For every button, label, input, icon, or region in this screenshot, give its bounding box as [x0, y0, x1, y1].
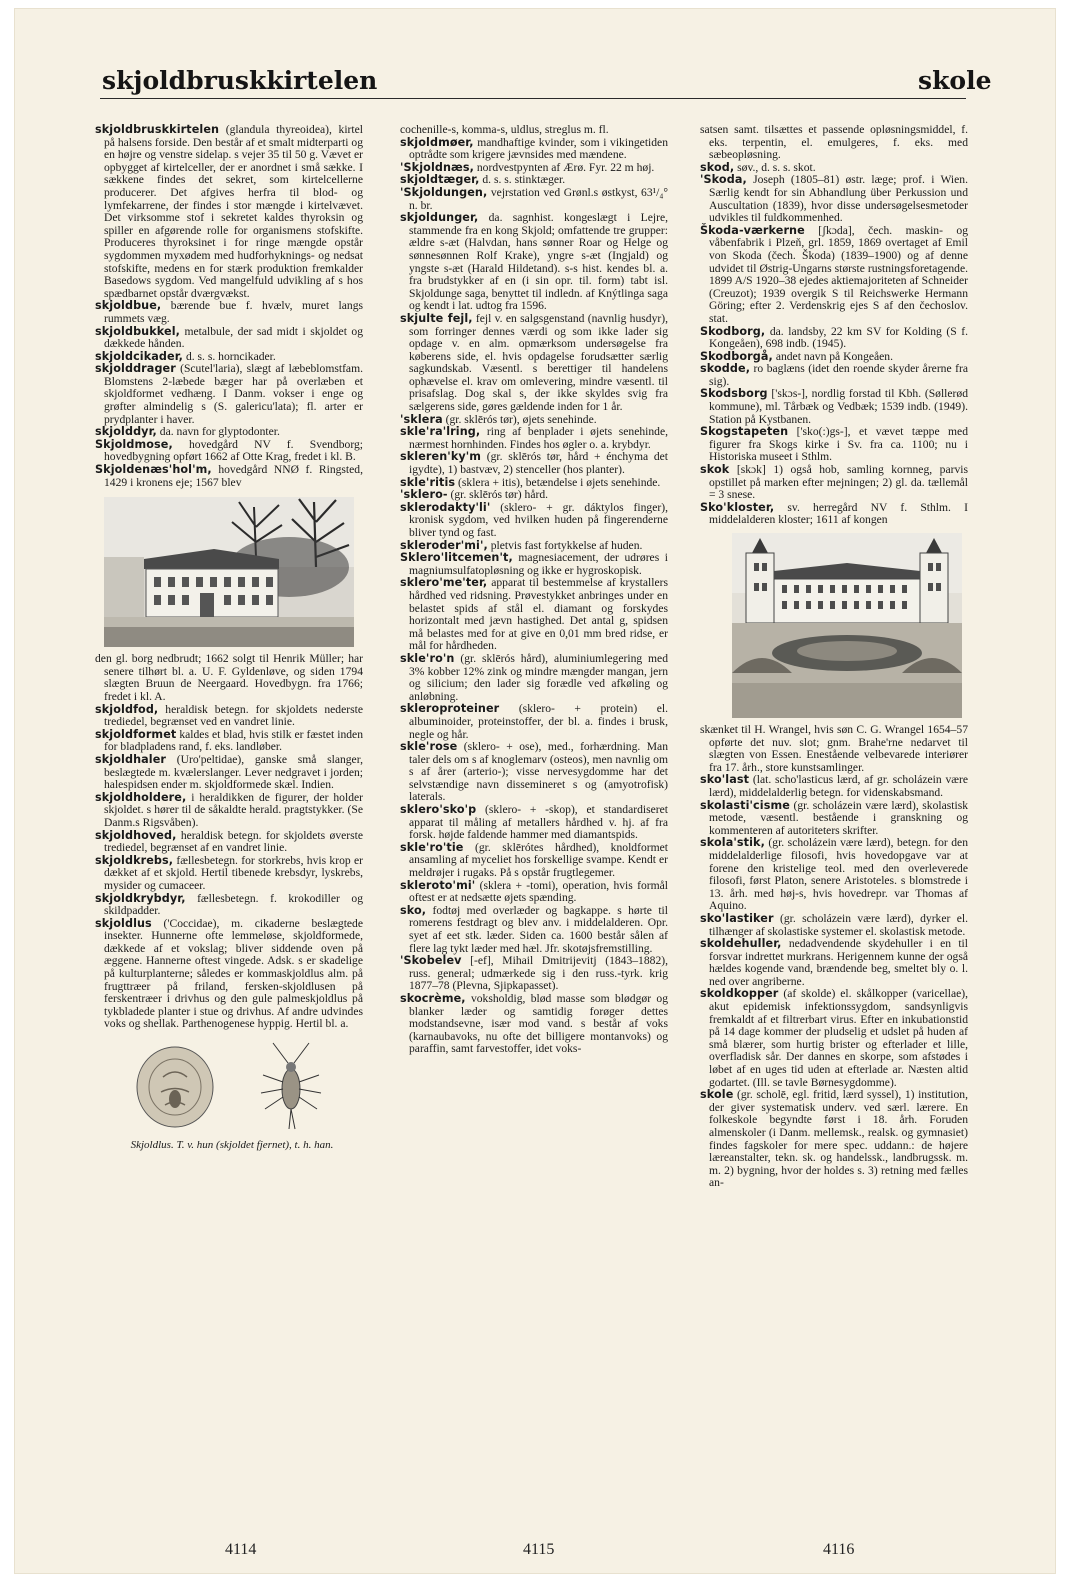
dictionary-entry [95, 363, 363, 426]
entry-text: sv. herregård NV f. Sthlm. I middelalderen kloster; 1611 af kongen [709, 500, 968, 527]
entry-text: voksholdig, blød masse som blødgør og blanker læder og samtidig forøger dettes modstandsevne, især mod vand. s består af voks (karnaubavoks, nu ofte det billigere montanvoks) og paraffin, samt farvestoffer, idet voks- [409, 991, 668, 1056]
entry-text: (sklera + itis), betændelse i øjets senehinde. [455, 475, 661, 489]
dictionary-entry [95, 792, 363, 830]
entry-text: fejl v. en salgsgenstand (navnlig husdyr), som forringer dennes værdi og som ikke lader sig opdage v. en alm. opmærksom undersøgelse fra køberens side, el. hvis opdagelse forudsætter særlig sagkundskab. Væsentl. s berettiger til handelens ophævelse el. krav om omlevering, mindre væsentl. til prisafslag. Dog skal s, der ikke skyldes svig fra sælgerens side, gøres gældende inden for 1 år. [409, 311, 668, 414]
dictionary-entry [400, 842, 668, 880]
entry-text: da. sagnhist. kongeslægt i Lejre, stammende fra en kong Skjold; omfattende tre grupper: ældre s-æt (Halvdan, hans sønner Roar og Helge og sønnesønnen Rolf Krake), yngre s-æt (Ingjald) og yngste s-æt (Harald Hildetand). s-s hist. kendes bl. a. fra brudstykker af en (i sin opr. til. form) tabt isl. Skjoldunge saga, benyttet til indledn. af Knýtlinga saga og kendt i lat. udtog fra 1596. [409, 211, 668, 313]
dictionary-entry [700, 837, 968, 913]
dictionary-entry [95, 653, 363, 703]
skjoldenaesholm-photo [104, 497, 354, 647]
entry-text: metalbule, der sad midt i skjoldet og dækkede hånden. [104, 324, 363, 351]
entry-headword: skola'stik, [700, 836, 765, 850]
skokloster-photo [722, 533, 972, 718]
entry-headword: skjulte fejl, [400, 311, 473, 325]
page-number-left: 4114 [225, 1541, 257, 1558]
entry-headword: 'Skjoldnæs, [400, 160, 474, 174]
entry-text: den gl. borg nedbrudt; 1662 solgt til Henrik Müller; har senere tilhørt bl. a. U. F. Gyldenløve, og siden 1794 slægten Bruun de Neergaard. Hovedbygn. fra 1766; fredet i kl. A. [95, 652, 363, 703]
entry-text: (Uro'peltidae), ganske små slanger, beslægtede m. kvælerslanger. Lever nedgravet i jorden; halespidsen ender m. skjoldformede skæl. Indien. [104, 752, 363, 792]
entry-text: ro baglæns (idet den roende skyder årerne fra sig). [709, 362, 968, 388]
entry-headword: 'Skjoldungen, [400, 185, 488, 199]
dictionary-entry [95, 300, 363, 325]
entry-headword: skjoldformet [95, 727, 177, 741]
running-head-left: skjoldbruskkirtelen [102, 66, 378, 95]
dictionary-entry [95, 326, 363, 351]
entry-text: (Scutel'laria), slægt af læbeblomstfam. Blomstens 2-læbede bæger har på overlæben et skjoldformet vedhæng. I Danm. vokser i enge og grøfter almindelig s (S. galericu'lata); fl. arter er prydplanter i haver. [104, 362, 363, 426]
entry-text: fællesbetegn. for storkrebs, hvis krop er dækket af et skjold. Hertil tibenede krebsdyr, lyskrebs, mysider og cumaceer. [104, 853, 363, 892]
entry-text: (gr. sklērós tør, hård + énchyma det igydte), 1) bastvæv, 2) stenceller (hos planter). [409, 450, 668, 477]
entry-headword: skjoldkrybdyr, [95, 891, 186, 905]
entry-headword: skole [700, 1088, 734, 1102]
entry-headword: skjoldunger, [400, 211, 479, 225]
dictionary-entry [95, 855, 363, 893]
entry-headword: Škoda-værkerne [700, 223, 805, 237]
entry-headword: skjoldholdere, [95, 790, 187, 804]
dictionary-entry [95, 439, 363, 464]
column-1 [95, 124, 363, 1151]
entry-headword: skjoldhaler [95, 752, 167, 766]
entry-headword: skjoldbue, [95, 299, 162, 313]
entry-headword: skjolddyr, [95, 425, 157, 439]
entry-headword: sklero'sko'p [400, 803, 477, 817]
entry-headword: skjoldlus [95, 916, 152, 930]
dictionary-entry [400, 993, 668, 1056]
dictionary-entry [700, 426, 968, 464]
dictionary-entry [700, 363, 968, 388]
dictionary-entry [700, 464, 968, 502]
column-3 [700, 124, 968, 1190]
entry-text: [skɔk] 1) også hob, samling kornneg, parvis opstillet på marken efter mejningen; 2) gl. da. tællemål = 3 snese. [709, 463, 968, 502]
dictionary-entry [400, 552, 668, 577]
entry-headword: skleroproteiner [400, 702, 500, 716]
dictionary-entry [400, 880, 668, 905]
entry-text: (gr. sklērós tør), øjets senehinde. [442, 412, 597, 426]
entry-text: apparat til bestemmelse af krystallers hårdhed ved ridsning. Prøvestykket anbringes under en belastet spids af stål el. diamant og forskydes horizontalt med jævn hastighed. Det antal g, spidsen må belastes med for at give en 0,01 mm bred ridse, er mål for hårdheden. [409, 576, 668, 653]
dictionary-entry [400, 741, 668, 804]
entry-text: bærende bue f. hvælv, muret langs rummets væg. [104, 299, 363, 325]
dictionary-entry [700, 724, 968, 774]
entry-text: fællesbetegn. f. krokodiller og skildpadder. [104, 891, 363, 918]
entry-headword: skjolddrager [95, 362, 176, 376]
running-head-right: skole [918, 66, 992, 95]
entry-text: (gr. sklērós hård), aluminiumlegering med 3% kobber 12% zink og mindre mængder mangan, jern og silicium; den lader sig forædle ved afkøling og anløbning. [409, 651, 668, 703]
entry-text: (sklero- + gr. dáktylos finger), kronisk sygdom, ved hvilken huden på fingerenderne bliver tynd og fast. [409, 500, 668, 539]
entry-headword: skle'ro'tie [400, 840, 464, 854]
entry-headword: Skodborgå, [700, 349, 773, 363]
entry-headword: skjoldmøer, [400, 135, 474, 149]
entry-text: ring af benplader i øjets senehinde, nærmest hornhinden. Findes hos øgler o. a. krybdyr. [409, 425, 668, 451]
entry-text: heraldisk betegn. for skjoldets nederste trediedel, begrænset ved en vandret linie. [104, 702, 363, 729]
dictionary-entry [400, 955, 668, 993]
column-1-entries-top [95, 124, 363, 489]
entry-headword: 'Skobelev [400, 954, 462, 968]
dictionary-entry [95, 464, 363, 489]
entry-headword: skolasti'cisme [700, 798, 790, 812]
dictionary-entry [700, 326, 968, 351]
dictionary-entry [400, 187, 668, 212]
entry-text: magnesiacement, der udrøres i magniumsulfatopløsning og ikke er hygroskopisk. [409, 551, 668, 577]
dictionary-entry [95, 918, 363, 1031]
entry-text: cochenille-s, komma-s, uldlus, streglus m. fl. [400, 123, 609, 136]
entry-headword: sko'lastiker [700, 911, 774, 925]
page-number-right: 4116 [823, 1541, 855, 1558]
entry-headword: Sklero'litcemen't, [400, 551, 513, 565]
entry-text: satsen samt. tilsættes et passende opløsningsmiddel, f. eks. terpentin, el. emulgeres, f. eks. med sæbeopløsning. [700, 123, 968, 162]
dictionary-entry [700, 225, 968, 326]
entry-headword: skoldkopper [700, 987, 779, 1001]
entry-text: (gr. sklērótes hårdhed), knoldformet ansamling af myceliet hos forskellige svampe. Kendt er meldrøjer i rugaks. På s opstår frugtlegemer. [409, 840, 668, 880]
entry-headword: skle'ra'lring, [400, 425, 481, 439]
entry-text: hovedgård NV f. Svendborg; hovedbygning opført 1662 af Otte Krag, fredet i kl. B. [104, 437, 363, 464]
dictionary-entry [400, 451, 668, 476]
header-rule [100, 98, 966, 99]
entry-headword: Skodborg, [700, 324, 766, 338]
entry-text: [ʃkɔda], čech. maskin- og våbenfabrik i Plzeň, grl. 1859, 1869 overtaget af Emil von Skoda (čech. Škoda) (1839–1900) og af denne udvidet til Østrig-Ungarns største rustningsforetagende. 1899 A/S 1920–38 ejedes aktiemajoriteten af Schneider (Creuzot); 1939 overgik S til Reichswerke Hermann Göring; efter 2. Verdenskrig ejes S af den čechoslov. stat. [709, 223, 968, 325]
entry-headword: sklerodakty'li' [400, 500, 491, 514]
dictionary-entry [700, 124, 968, 162]
entry-headword: Skjoldenæs'hol'm, [95, 463, 212, 477]
entry-headword: Skodsborg [700, 387, 768, 401]
dictionary-entry [95, 893, 363, 918]
entry-text: i heraldikken de figurer, der holder skjoldet. s hører til de såkaldte herald. pragtstykker. (Se Danm.s Rigsvåben). [104, 790, 363, 829]
dictionary-entry [400, 905, 668, 955]
entry-text: ['skɔs-], nordlig forstad til Kbh. (Søllerød kommune), ml. Tårbæk og Vedbæk; 1539 indb. (1949). Station på Kystbanen. [709, 387, 968, 426]
entry-headword: sklero'me'ter, [400, 576, 488, 590]
entry-text: skænket til H. Wrangel, hvis søn C. G. Wrangel 1654–57 opførte det nuv. slot; gnm. Brahe'rne nedarvet til slægten von Essen. Enestående velbevarede interiører fra 17. årh., store kunstsamlinger. [700, 723, 968, 774]
entry-headword: skok [700, 463, 730, 477]
dictionary-entry [700, 174, 968, 224]
dictionary-entry [700, 988, 968, 1089]
entry-text: (gr. scholázein være lærd), dyrker el. tilhænger af skolastiske systemer el. skolastisk metode. [709, 911, 968, 938]
entry-headword: skle'ritis [400, 475, 456, 489]
dictionary-entry [700, 938, 968, 988]
dictionary-entry [400, 703, 668, 741]
dictionary-entry [400, 212, 668, 313]
column-2-entries [400, 124, 668, 1056]
entry-text: nordvestpynten af Ærø. Fyr. 22 m høj. [473, 160, 655, 174]
entry-headword: sko, [400, 903, 427, 917]
entry-headword: skjoldfod, [95, 702, 159, 716]
dictionary-entry [700, 1089, 968, 1190]
entry-headword: 'sklera [400, 412, 443, 426]
figure-caption: Skjoldlus. T. v. hun (skjoldet fjernet), t. h. han. [130, 1139, 334, 1152]
entry-headword: skleren'ky'm [400, 450, 482, 464]
dictionary-entry [95, 754, 363, 792]
entry-text: Joseph (1805–81) østr. læge; prof. i Wien. Særlig kendt for sin Abhandlung über Perkussion und Auscultation (1839), hvor disse undersøgelsesmetoder udvikles til fuldkommenhed. [709, 173, 968, 225]
entry-text: (glandula thyreoidea), kirtel på halsens forside. Den består af et smalt midterparti og en højre og venstre sidelap. s vejer 35 til 50 g. Vævet er opbygget af kirtelceller, der er anordnet i små sække. I sækkene findes det sekret, som kirtelcellerne producerer. Det afgives herfra til blod- og lymfekarrene, der findes i stor mængde i kirtelvævet. Det virksomme stof i sekretet kaldes thyroksin og spiller en afgørende rolle for organismens stofskifte. Produceres thyroksinet i for ringe mængde opstår sygdommen myxødem med hudforhyknings- og nedsat stofskifte, medens en for stærk produktion fremkalder Basedows sygdom. Ved mangelfuld udvikling af s hos spædbarnet opstår dværgvækst. [104, 123, 363, 300]
entry-headword: skjoldhoved, [95, 828, 177, 842]
entry-text: pletvis fast fortykkelse af huden. [487, 538, 643, 552]
dictionary-entry [95, 704, 363, 729]
entry-headword: skodde, [700, 362, 751, 376]
entry-headword: skoldehuller, [700, 937, 782, 951]
entry-text: [-ef], Mihail Dmitrijevitj (1843–1882), russ. general; udmærkede sig i den russ.-tyrk. krig 1877–78 (Plevna, Sjipkapasset). [409, 954, 668, 993]
entry-headword: skjoldbruskkirtelen [95, 123, 220, 136]
entry-text: nedadvendende skydehuller i en til forsvar indrettet murkrans. Herigennem kunne der også hældes kogende vand, brændende beg, smeltet bly o. l. ned over angriberne. [709, 937, 968, 988]
column-3-entries-bottom [700, 724, 968, 1190]
dictionary-entry [400, 653, 668, 703]
entry-headword: skle'rose [400, 740, 458, 754]
entry-text: hovedgård NNØ f. Ringsted, 1429 i kronens eje; 1567 blev [104, 463, 363, 489]
dictionary-entry [700, 502, 968, 527]
entry-text: fodtøj med overlæder og bagkappe. s hørte til romerens festdragt og blev anv. i middelalderen. Opr. syet af eet stk. læder. Siden ca. 1600 består sålen af flere lag tykt læder med hæl. Jfr. skotøjsfremstilling. [409, 903, 668, 955]
entry-headword: skjoldtæger, [400, 173, 480, 187]
entry-headword: skleroder'mi', [400, 538, 488, 552]
entry-text: ('Coccidae), m. cikaderne beslægtede insekter. Hunnerne ofte lemmeløse, skjoldformede, dækkede af et vokslag; bliver siddende oven på æggene. Hannerne oftest vingede. Adsk. s er skadelige på kulturplanterne; således er kommaskjoldlus alm. på frugttræer på friland, fersken-skjoldlusen på ferskentræer i drivhus og den gule palmeskjoldlus på tykbladede planter i stue og drivhus. Af andre udvindes voks og shellak. Parthenogenese hyppig. Hertil bl. a. [104, 916, 363, 1031]
entry-text: andet navn på Kongeåen. [772, 349, 893, 363]
entry-headword: skleroto'mi' [400, 878, 476, 892]
dictionary-entry [400, 577, 668, 653]
page-number-middle: 4115 [523, 1541, 555, 1558]
dictionary-entry [700, 800, 968, 838]
entry-text: mandhaftige kvinder, som i vikingetiden optrådte som krigere jævnsides med mændene. [409, 135, 668, 162]
column-2 [400, 124, 668, 1056]
entry-text: (lat. scho'lasticus lærd, af gr. scholázein være lærd), middelalderlig betegn. for videnskabsmand. [709, 773, 968, 799]
entry-text: (sklero- + ose), med., forhærdning. Man taler dels om s af knoglemarv (osteos), men navnlig om s af årer (arterio-); visse nervesygdomme har det selvstændige navn dissemineret s og (amyotrofisk) laterals. [409, 740, 668, 804]
dictionary-entry [700, 388, 968, 426]
entry-headword: 'Skoda, [700, 173, 747, 187]
dictionary-entry [700, 774, 968, 799]
entry-headword: skocrème, [400, 991, 466, 1005]
dictionary-entry [400, 426, 668, 451]
skjoldlus-illustration [113, 1037, 363, 1137]
dictionary-entry [400, 313, 668, 414]
column-3-entries-top [700, 124, 968, 527]
entry-text: vejrstation ved Grønl.s østkyst, 63¹/₄° n. br. [409, 185, 668, 212]
entry-text: (gr. scholē, egl. fritid, lærd syssel), 1) institution, der giver systematisk underv. ved særl. lærere. En folkeskole begyndte først i 18. årh. Foruden almenskoler (i Danm. mellemsk., realsk. og gymnasiet) findes fagskoler for mere spec. uddann.: de højere læreanstalter, tekn. sk. og handelssk., landbrugssk. m. m. 2) bygning, hvor der holdes s. 3) retning med fælles an- [709, 1088, 968, 1190]
entry-text: (sklero- + -skop), et standardiseret apparat til måling af metallers hårdhed v. hj. af fra forsk. højde faldende hammer med diamantspids. [409, 803, 668, 842]
dictionary-entry [400, 804, 668, 842]
entry-text: da. navn for glyptodonter. [156, 425, 280, 439]
entry-text: (gr. sklērós tør) hård. [447, 488, 549, 502]
entry-text: d. s. s. horncikader. [183, 349, 276, 363]
entry-headword: Skogstapeten [700, 425, 789, 439]
entry-text: søv., d. s. s. skot. [734, 160, 816, 174]
entry-text: heraldisk betegn. for skjoldets øverste trediedel, begrænset af en vandret linie. [104, 828, 363, 855]
entry-text: (af skolde) el. skålkopper (varicellae), akut epidemisk infektionssygdom, sandsynligvis fremkaldt af et filtrerbart virus. Efter en inkubationstid på 14 dage kommer der pludselig et udslet på huden af små blærer, som hurtig brister og efterlader et lille, overfladisk sår. Der dannes en skorpe, som afstødes i løbet af en uges tid uden at efterlade ar. Næsten altid godartet. (Ill. se tavle Børnesygdomme). [709, 987, 968, 1089]
entry-headword: skjoldkrebs, [95, 853, 174, 867]
entry-headword: Sko'kloster, [700, 500, 775, 514]
dictionary-entry [95, 124, 363, 300]
dictionary-entry [700, 913, 968, 938]
entry-text: (gr. scholázein være lærd), betegn. for den middelalderlige filosofi, hvis hovedopgave var at forene den kristelige teol. med den overleverede filosofi, først Platon, senere Aristoteles. s blomstrede i 13. årh. med høj-s, hvis hovedrepr. var Thomas af Aquino. [709, 836, 968, 913]
entry-headword: skjoldbukkel, [95, 324, 180, 338]
entry-text: ['sko(:)gs-], et vævet tæppe med figurer fra Skogs kirke i Sv. fra ca. 1100; nu i Historiska museet i Sthlm. [709, 425, 968, 464]
entry-headword: skjoldcikader, [95, 349, 184, 363]
dictionary-entry [95, 729, 363, 754]
dictionary-entry [95, 830, 363, 855]
column-1-entries-bottom [95, 653, 363, 1031]
entry-headword: skle'ro'n [400, 651, 455, 665]
entry-text: kaldes et blad, hvis stilk er fæstet inden for bladpladens rand, f. eks. landløber. [104, 727, 363, 754]
entry-headword: sko'last [700, 773, 750, 787]
dictionary-entry [400, 502, 668, 540]
entry-headword: skod, [700, 160, 735, 174]
entry-text: d. s. s. stinktæger. [479, 173, 566, 187]
entry-headword: 'sklero- [400, 488, 448, 502]
entry-headword: Skjoldmose, [95, 437, 173, 451]
entry-text: (gr. scholázein være lærd), skolastisk metode, væsentl. bestående i granskning og kommenteren af autoriteters skrifter. [709, 798, 968, 837]
entry-text: (sklera + -tomi), operation, hvis formål oftest er at nedsætte øjets spænding. [409, 878, 668, 905]
entry-text: da. landsby, 22 km SV for Kolding (S f. Kongeåen), 698 indb. (1945). [709, 324, 968, 351]
dictionary-entry [400, 137, 668, 162]
entry-text: (sklero- + protein) el. albuminoider, proteinstoffer, der bl. a. findes i brusk, negle og hår. [409, 702, 668, 741]
